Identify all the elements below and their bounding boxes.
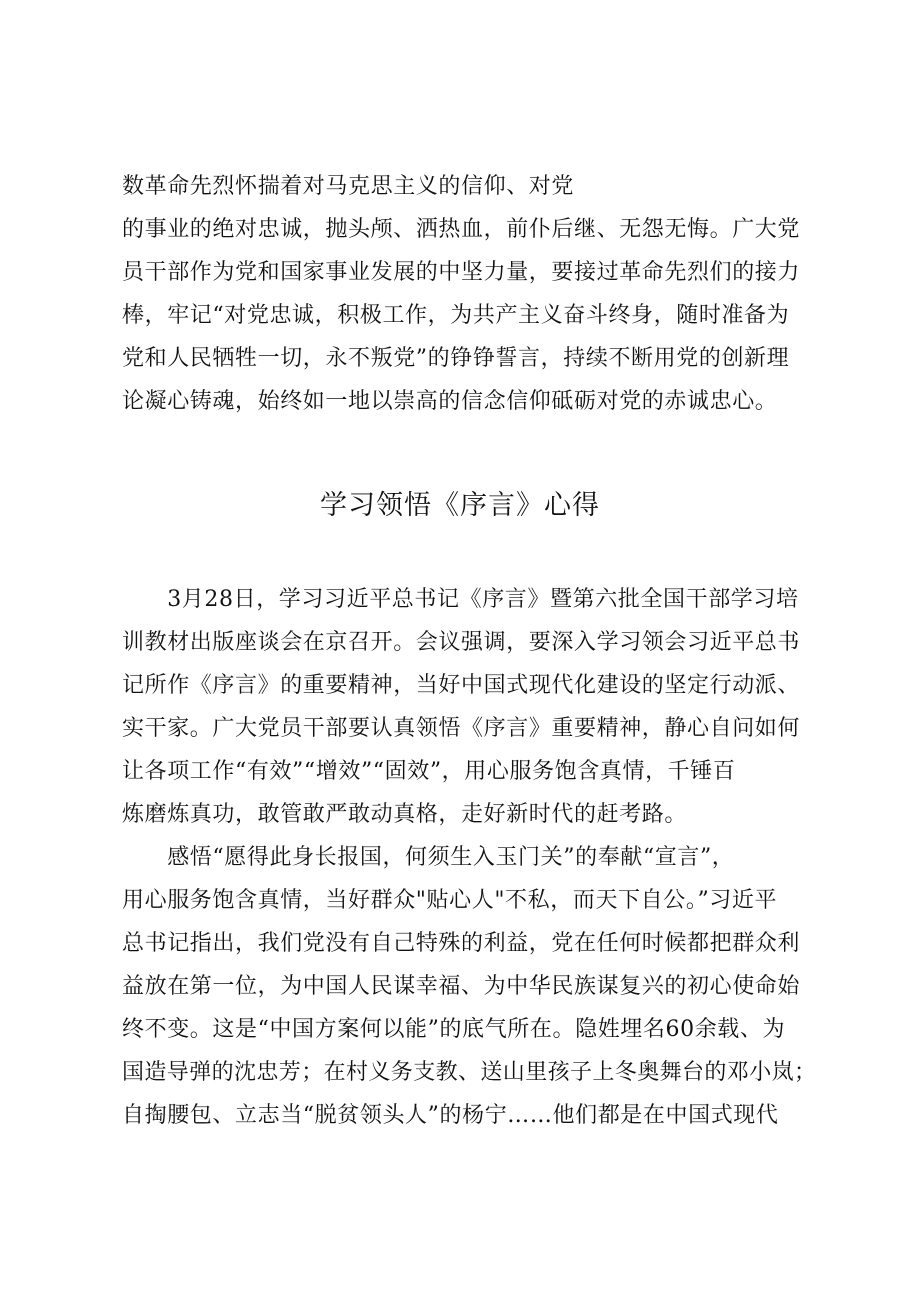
intro-line-5: 党和人民牺牲一切，永不叛党”的铮铮誓言，持续不断用党的创新理	[122, 346, 790, 371]
paragraph2-line-5: 终不变。这是“中国方案何以能”的底气所在。隐姓埋名60余载、为	[122, 1017, 786, 1042]
intro-line-1: 数革命先烈怀揣着对马克思主义的信仰、对党	[122, 174, 575, 199]
paragraph1-line-4: 实干家。广大党员干部要认真领悟《序言》重要精神，静心自问如何	[122, 716, 801, 741]
article-title: 学习领悟《序言》心得	[320, 490, 600, 521]
paragraph2-line-1: 感悟“愿得此身长报国，何须生入玉门关”的奉献“宣言”，	[122, 845, 735, 870]
intro-line-3: 员干部作为党和国家事业发展的中坚力量，要接过革命先烈们的接力	[122, 260, 801, 285]
paragraph2-line-3: 总书记指出，我们党没有自己特殊的利益，党在任何时候都把群众利	[122, 931, 801, 956]
paragraph2-line-2: 用心服务饱含真情，当好群众"贴心人"不私，而天下自公。”习近平	[122, 888, 778, 913]
paragraph1-line-5: 让各项工作“有效”“增效”“固效”，用心服务饱含真情，千锤百	[122, 759, 736, 784]
paragraph2-line-6: 国造导弹的沈忠芳；在村义务支教、送山里孩子上冬奥舞台的邓小岚；	[122, 1060, 817, 1085]
intro-line-2: 的事业的绝对忠诚，抛头颅、洒热血，前仆后继、无怨无悔。广大党	[122, 217, 801, 242]
intro-line-4: 棒，牢记“对党忠诚，积极工作，为共产主义奋斗终身，随时准备为	[122, 303, 790, 328]
intro-line-6: 论凝心铸魂，始终如一地以崇高的信念信仰砥砺对党的赤诚忠心。	[122, 389, 778, 414]
paragraph1-line-3: 记所作《序言》的重要精神，当好中国式现代化建设的坚定行动派、	[122, 673, 801, 698]
paragraph1-line-2: 训教材出版座谈会在京召开。会议强调，要深入学习领会习近平总书	[122, 630, 801, 655]
paragraph2-line-4: 益放在第一位，为中国人民谋幸福、为中华民族谋复兴的初心使命始	[122, 974, 801, 999]
paragraph1-line-6: 炼磨炼真功，敢管敢严敢动真格，走好新时代的赶考路。	[122, 802, 688, 827]
paragraph1-line-1: 3月28日，学习习近平总书记《序言》暨第六批全国干部学习培	[122, 587, 799, 612]
paragraph2-line-7: 自掏腰包、立志当“脱贫领头人”的杨宁……他们都是在中国式现代	[122, 1103, 779, 1128]
